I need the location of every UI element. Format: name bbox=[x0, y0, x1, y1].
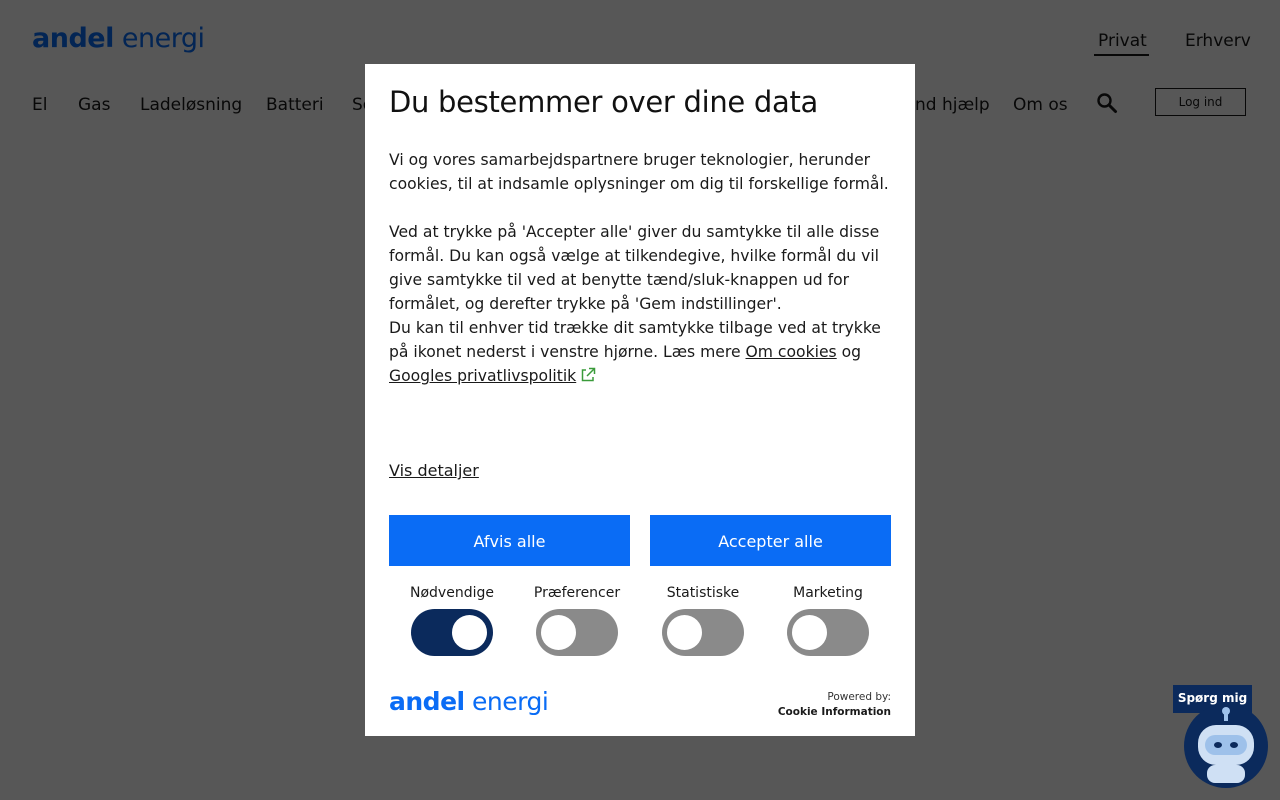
google-privacy-link[interactable] bbox=[389, 367, 596, 385]
dialog-title: Du bestemmer over dine data bbox=[389, 85, 818, 119]
cookie-consent-dialog bbox=[365, 64, 915, 736]
dialog-logo-word-andel: andel bbox=[389, 687, 465, 716]
external-link-icon bbox=[580, 366, 596, 390]
consent-paragraph-3-text: Du kan til enhver tid trække dit samtykke tilbage ved at trykke på ikonet nederst i venstre hjørne. Læs mere bbox=[389, 319, 881, 361]
toggle-marketing[interactable] bbox=[787, 609, 869, 656]
toggle-group-marketing bbox=[778, 583, 878, 656]
toggle-knob bbox=[792, 615, 827, 650]
about-cookies-link[interactable]: Om cookies bbox=[745, 343, 837, 361]
chatbot-icon[interactable] bbox=[1183, 703, 1269, 795]
toggle-knob bbox=[541, 615, 576, 650]
toggle-knob bbox=[667, 615, 702, 650]
consent-paragraph-3 bbox=[389, 316, 894, 390]
toggle-statistics[interactable] bbox=[662, 609, 744, 656]
google-privacy-link-label: Googles privatlivspolitik bbox=[389, 367, 577, 385]
powered-by-name: Cookie Information bbox=[777, 706, 891, 718]
accept-all-button[interactable]: Accepter alle bbox=[650, 515, 891, 566]
toggle-label-statistics: Statistiske bbox=[666, 585, 740, 601]
toggle-group-necessary bbox=[402, 583, 502, 656]
toggle-label-necessary: Nødvendige bbox=[410, 585, 494, 601]
show-details-link[interactable]: Vis detaljer bbox=[389, 461, 479, 480]
consent-paragraph-2: Ved at trykke på 'Accepter alle' giver du samtykke til alle disse formål. Du kan også vælge at tilkendegive, hvilke formål du vil give samtykke til ved at benytte tænd/sluk-knappen ud for formålet, og derefter trykke på 'Gem indstillinger'. bbox=[389, 223, 880, 313]
toggle-preferences[interactable] bbox=[536, 609, 618, 656]
toggle-label-preferences: Præferencer bbox=[533, 585, 621, 601]
dialog-logo bbox=[389, 686, 548, 718]
dialog-body bbox=[389, 148, 894, 390]
reject-all-button[interactable]: Afvis alle bbox=[389, 515, 630, 566]
powered-by-label: Powered by: bbox=[827, 691, 891, 703]
powered-by bbox=[778, 690, 891, 720]
toggle-knob bbox=[452, 615, 487, 650]
chat-label[interactable]: Spørg mig bbox=[1173, 685, 1252, 713]
consent-paragraph-1: Vi og vores samarbejdspartnere bruger teknologier, herunder cookies, til at indsamle oplysninger om dig til forskellige formål. bbox=[389, 151, 889, 193]
consent-paragraph-3-and: og bbox=[836, 343, 862, 361]
dialog-logo-word-energi: energi bbox=[464, 687, 549, 716]
toggle-group-statistics bbox=[653, 583, 753, 656]
toggle-label-marketing: Marketing bbox=[793, 585, 863, 601]
toggle-group-preferences bbox=[527, 583, 627, 656]
toggle-necessary[interactable] bbox=[411, 609, 493, 656]
